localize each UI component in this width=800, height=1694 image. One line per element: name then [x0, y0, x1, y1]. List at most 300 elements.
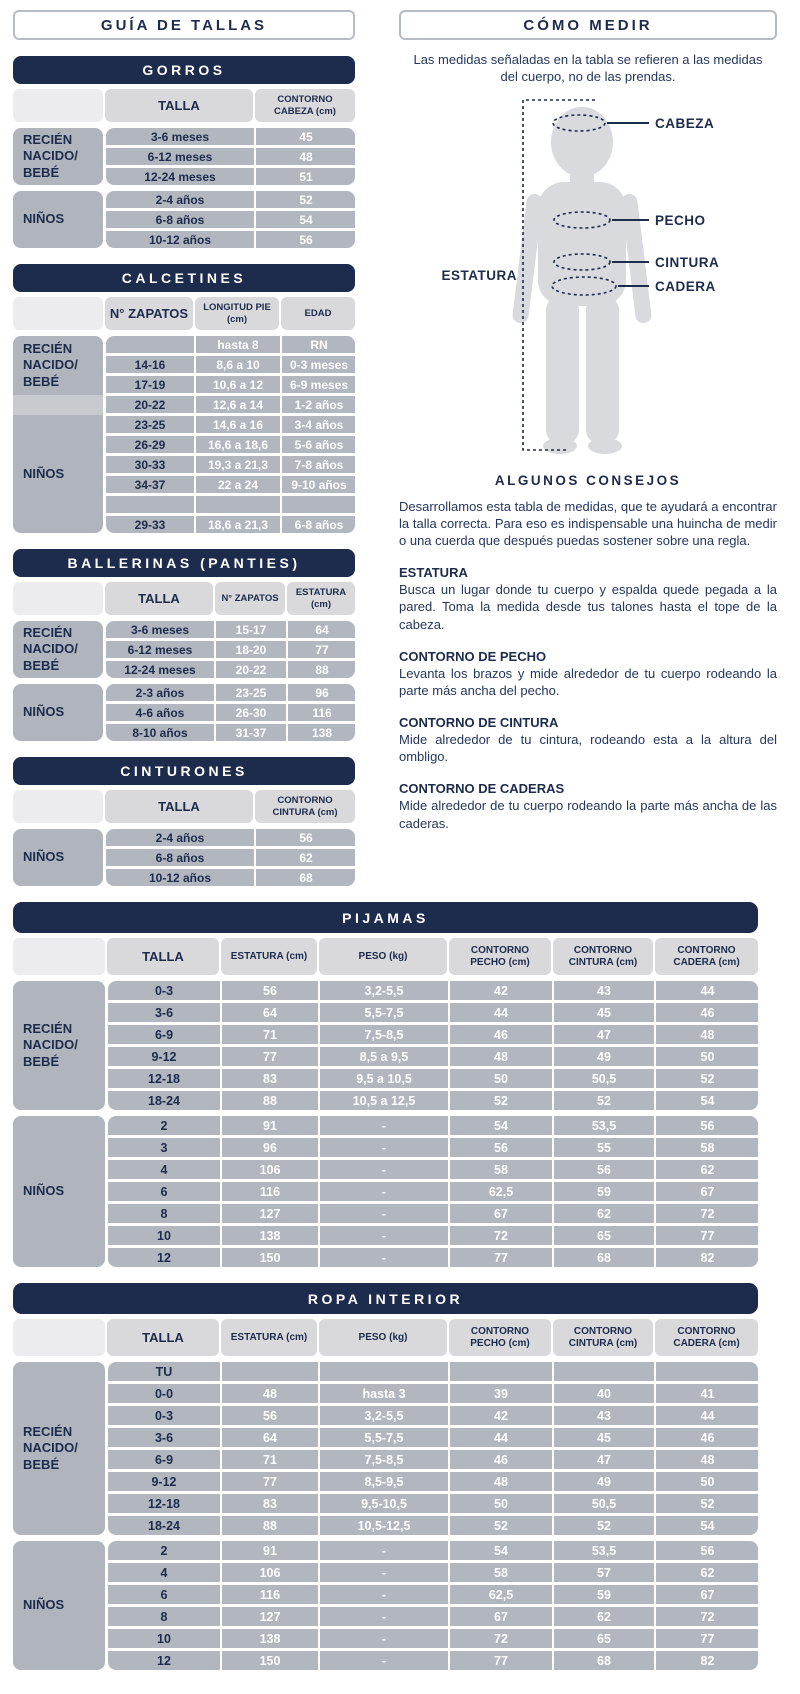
cell: 46 — [656, 1003, 758, 1022]
cell: 41 — [656, 1384, 758, 1403]
group-label: NIÑOS — [13, 1116, 105, 1267]
cell: 23-25 — [106, 416, 194, 433]
cell: 77 — [288, 641, 355, 658]
cell: 8-10 años — [106, 724, 214, 741]
cell: 96 — [222, 1138, 318, 1157]
cell: 3-6 — [108, 1428, 220, 1447]
table-row — [106, 496, 355, 513]
cell: 19,3 a 21,3 — [196, 456, 280, 473]
cell: 51 — [256, 168, 355, 185]
cell: 6-9 meses — [282, 376, 355, 393]
table-row — [106, 191, 355, 208]
cell: 12-24 meses — [106, 661, 214, 678]
group-label: RECIÉN NACIDO/ BEBÉ — [13, 981, 105, 1110]
cell: - — [320, 1629, 448, 1648]
cell: 106 — [222, 1160, 318, 1179]
group-label: NIÑOS — [13, 829, 103, 886]
cell: 23-25 — [216, 684, 286, 701]
cell: 6-8 años — [106, 211, 254, 228]
table-row — [108, 1629, 758, 1648]
table-title-bar: GORROS — [13, 56, 355, 84]
table-header-row — [13, 790, 355, 823]
cell: 44 — [450, 1428, 552, 1447]
cell: 2-4 años — [106, 191, 254, 208]
cell: 58 — [450, 1563, 552, 1582]
cell: 49 — [554, 1047, 654, 1066]
tips-intro-text: Desarrollamos esta tabla de medidas, que te ayudará a encontrar la talla correcta. Para eso es indispensable una huincha de medir o una cuerda que después puedas sostener sobre una regla. — [399, 498, 777, 549]
cell: 91 — [222, 1116, 318, 1135]
cell: 50 — [450, 1069, 552, 1088]
cell: 7,5-8,5 — [320, 1450, 448, 1469]
cell: 15-17 — [216, 621, 286, 638]
group-label: RECIÉN NACIDO/ BEBÉ — [13, 128, 103, 185]
cell: 59 — [554, 1182, 654, 1201]
table-row — [108, 1003, 758, 1022]
cell: - — [320, 1248, 448, 1267]
cell: 5,5-7,5 — [320, 1003, 448, 1022]
cell: 9-12 — [108, 1047, 220, 1066]
table-body — [13, 336, 355, 533]
table-row — [106, 829, 355, 846]
cell — [196, 496, 280, 513]
section-text-pecho: Levanta los brazos y mide alrededor de tu cuerpo rodeando la parte más ancha del pecho. — [399, 665, 777, 698]
cell: 5-6 años — [282, 436, 355, 453]
table-row — [106, 436, 355, 453]
cell: 64 — [288, 621, 355, 638]
table-row — [106, 661, 355, 678]
table-row — [108, 1182, 758, 1201]
cell: 10 — [108, 1629, 220, 1648]
table-row — [108, 1494, 758, 1513]
cell: 52 — [656, 1494, 758, 1513]
group-label-column — [13, 336, 103, 533]
cintura-label: CINTURA — [655, 254, 720, 270]
table-row — [106, 621, 355, 638]
cell: 7,5-8,5 — [320, 1025, 448, 1044]
cell: 49 — [554, 1472, 654, 1491]
table-row — [108, 1047, 758, 1066]
cell: 88 — [222, 1091, 318, 1110]
table-row — [108, 1091, 758, 1110]
cell — [106, 336, 194, 353]
cell: 52 — [554, 1091, 654, 1110]
column-header-empty — [13, 938, 105, 975]
cell: 116 — [288, 704, 355, 721]
column-header: CONTORNO CADERA (cm) — [655, 938, 758, 975]
cell: 30-33 — [106, 456, 194, 473]
table-row — [106, 336, 355, 353]
measure-intro-text: Las medidas señaladas en la tabla se refieren a las medidas del cuerpo, no de las prendas. — [413, 52, 763, 84]
cell: 18-20 — [216, 641, 286, 658]
cell: 2 — [108, 1541, 220, 1560]
cell: 29-33 — [106, 516, 194, 533]
column-header: EDAD — [281, 297, 355, 330]
cadera-label: CADERA — [655, 278, 716, 294]
cell: 16,6 a 18,6 — [196, 436, 280, 453]
column-header: TALLA — [105, 582, 213, 615]
cell: 18-24 — [108, 1516, 220, 1535]
cell: - — [320, 1138, 448, 1157]
table-row — [106, 641, 355, 658]
cell: 150 — [222, 1248, 318, 1267]
cell: 53,5 — [554, 1541, 654, 1560]
group-label: RECIÉN NACIDO/ BEBÉ — [23, 341, 78, 389]
cell: 43 — [554, 1406, 654, 1425]
section-heading-cintura: CONTORNO DE CINTURA — [399, 715, 559, 731]
cell: 3-6 meses — [106, 128, 254, 145]
table-group — [13, 684, 355, 741]
cell: 0-0 — [108, 1384, 220, 1403]
cell: 0-3 — [108, 1406, 220, 1425]
cell: 50 — [656, 1472, 758, 1491]
table-row — [108, 1204, 758, 1223]
column-header: CONTORNO CINTURA (cm) — [553, 1319, 653, 1356]
cell: 10,5 a 12,5 — [320, 1091, 448, 1110]
cell: 34-37 — [106, 476, 194, 493]
cell: 56 — [554, 1160, 654, 1179]
cell: 9,5 a 10,5 — [320, 1069, 448, 1088]
cell: 6 — [108, 1585, 220, 1604]
cell: 8 — [108, 1607, 220, 1626]
cell: 42 — [450, 981, 552, 1000]
cell: 46 — [450, 1450, 552, 1469]
cell: 45 — [554, 1003, 654, 1022]
table-pijamas — [13, 902, 758, 1267]
cell: 12-18 — [108, 1069, 220, 1088]
body-diagram-svg — [399, 90, 777, 462]
cell: 116 — [222, 1182, 318, 1201]
cell: 54 — [450, 1541, 552, 1560]
cell: 127 — [222, 1607, 318, 1626]
table-ballerinas — [13, 549, 355, 741]
table-row — [106, 516, 355, 533]
table-row — [108, 1116, 758, 1135]
table-row — [108, 1138, 758, 1157]
table-group — [13, 128, 355, 185]
cell: 96 — [288, 684, 355, 701]
table-row — [108, 1406, 758, 1425]
cell: 50,5 — [554, 1069, 654, 1088]
cell: 9,5-10,5 — [320, 1494, 448, 1513]
cell: 10-12 años — [106, 869, 254, 886]
cell: 40 — [554, 1384, 654, 1403]
table-rows — [106, 128, 355, 185]
table-calcetines — [13, 264, 355, 533]
body-measurement-diagram — [399, 90, 777, 467]
cell: 88 — [222, 1516, 318, 1535]
column-header: CONTORNO PECHO (cm) — [449, 938, 551, 975]
table-group — [13, 1116, 758, 1267]
table-rows — [106, 336, 355, 533]
table-rows — [106, 191, 355, 248]
cell: 50,5 — [554, 1494, 654, 1513]
cell: 44 — [656, 981, 758, 1000]
cell: 45 — [554, 1428, 654, 1447]
cell: 59 — [554, 1585, 654, 1604]
column-header: N° ZAPATOS — [215, 582, 285, 615]
cell: 106 — [222, 1563, 318, 1582]
section-text-cintura: Mide alrededor de tu cintura, rodeando esta a la altura del ombligo. — [399, 732, 777, 765]
cell: 48 — [450, 1472, 552, 1491]
cell: 77 — [222, 1472, 318, 1491]
column-header: CONTORNO CINTURA (cm) — [553, 938, 653, 975]
cell: - — [320, 1182, 448, 1201]
cell: 83 — [222, 1494, 318, 1513]
cell — [320, 1362, 448, 1381]
cell: - — [320, 1204, 448, 1223]
table-row — [106, 376, 355, 393]
top-section — [13, 10, 780, 886]
table-row — [108, 1541, 758, 1560]
cell: 56 — [256, 231, 355, 248]
cell: 18-24 — [108, 1091, 220, 1110]
cell: 4 — [108, 1160, 220, 1179]
cell: - — [320, 1226, 448, 1245]
table-cinturones — [13, 757, 355, 886]
cell: 138 — [222, 1226, 318, 1245]
cell: 82 — [656, 1651, 758, 1670]
cell: 52 — [656, 1069, 758, 1088]
cell: 8,5 a 9,5 — [320, 1047, 448, 1066]
cell: 83 — [222, 1069, 318, 1088]
cell: 56 — [656, 1541, 758, 1560]
table-row — [106, 231, 355, 248]
cell: 5,5-7,5 — [320, 1428, 448, 1447]
cell: 14,6 a 16 — [196, 416, 280, 433]
cell: 52 — [450, 1516, 552, 1535]
cell: 8 — [108, 1204, 220, 1223]
group-label: NIÑOS — [23, 465, 65, 481]
cell: 52 — [256, 191, 355, 208]
cell: TU — [108, 1362, 220, 1381]
cell: 56 — [222, 1406, 318, 1425]
cell: 10 — [108, 1226, 220, 1245]
cell: 77 — [656, 1226, 758, 1245]
table-row — [108, 1362, 758, 1381]
cell — [106, 496, 194, 513]
table-rows — [106, 829, 355, 886]
cell: 64 — [222, 1428, 318, 1447]
cell: 22 a 24 — [196, 476, 280, 493]
table-row — [106, 724, 355, 741]
group-label: NIÑOS — [13, 191, 103, 248]
table-title-bar: ROPA INTERIOR — [13, 1283, 758, 1314]
cell: 72 — [656, 1607, 758, 1626]
table-row — [106, 148, 355, 165]
cell: 3-6 meses — [106, 621, 214, 638]
cell: 72 — [450, 1226, 552, 1245]
table-row — [108, 1069, 758, 1088]
cell: 18,6 a 21,3 — [196, 516, 280, 533]
how-to-measure-column — [399, 10, 777, 886]
table-row — [108, 981, 758, 1000]
table-gorros — [13, 56, 355, 248]
cell — [656, 1362, 758, 1381]
table-title-bar: CINTURONES — [13, 757, 355, 785]
table-header-row — [13, 1319, 758, 1356]
column-header: ESTATURA (cm) — [287, 582, 355, 615]
cell: 3,2-5,5 — [320, 981, 448, 1000]
group-label: RECIÉN NACIDO/ BEBÉ — [13, 621, 103, 678]
table-row — [106, 849, 355, 866]
estatura-label: ESTATURA — [441, 267, 517, 283]
cell: 62 — [554, 1607, 654, 1626]
table-row — [106, 684, 355, 701]
cell: 65 — [554, 1629, 654, 1648]
pecho-label: PECHO — [655, 212, 706, 228]
table-row — [108, 1585, 758, 1604]
cell: 6-8 años — [106, 849, 254, 866]
cell: 48 — [450, 1047, 552, 1066]
cell: 46 — [656, 1428, 758, 1447]
cell: 50 — [656, 1047, 758, 1066]
table-row — [108, 1025, 758, 1044]
cell: 50 — [450, 1494, 552, 1513]
cell: 68 — [554, 1651, 654, 1670]
table-ropa-interior — [13, 1283, 758, 1670]
table-row — [106, 211, 355, 228]
page-title-label: GUÍA DE TALLAS — [100, 16, 268, 34]
column-header-empty — [13, 790, 103, 823]
table-title-bar: CALCETINES — [13, 264, 355, 292]
cell: 71 — [222, 1025, 318, 1044]
cell: 127 — [222, 1204, 318, 1223]
table-group — [13, 621, 355, 678]
table-row — [108, 1160, 758, 1179]
column-header-empty — [13, 297, 103, 330]
cell: 8,6 a 10 — [196, 356, 280, 373]
cell — [282, 496, 355, 513]
cell: 68 — [554, 1248, 654, 1267]
table-row — [108, 1607, 758, 1626]
cell — [554, 1362, 654, 1381]
cell: 26-30 — [216, 704, 286, 721]
cell: 56 — [656, 1116, 758, 1135]
column-header: TALLA — [107, 1319, 219, 1356]
cell: 3-4 años — [282, 416, 355, 433]
cell: 54 — [256, 211, 355, 228]
cell: 77 — [222, 1047, 318, 1066]
cell: 20-22 — [106, 396, 194, 413]
cell: 82 — [656, 1248, 758, 1267]
cell: 57 — [554, 1563, 654, 1582]
cell: 3-6 — [108, 1003, 220, 1022]
cell: - — [320, 1585, 448, 1604]
table-row — [106, 128, 355, 145]
table-rows — [108, 1541, 758, 1670]
cell: 0-3 — [108, 981, 220, 1000]
cell: 12 — [108, 1651, 220, 1670]
cell: 6-9 — [108, 1450, 220, 1469]
column-header: CONTORNO CADERA (cm) — [655, 1319, 758, 1356]
cell: 12 — [108, 1248, 220, 1267]
table-group — [13, 1541, 758, 1670]
cell: 6-9 — [108, 1025, 220, 1044]
cell: 88 — [288, 661, 355, 678]
cell: 9-12 — [108, 1472, 220, 1491]
table-header-row — [13, 582, 355, 615]
table-row — [106, 456, 355, 473]
cell: 67 — [450, 1204, 552, 1223]
cell: 47 — [554, 1450, 654, 1469]
cell: 4-6 años — [106, 704, 214, 721]
cell: 20-22 — [216, 661, 286, 678]
cell: 10,5-12,5 — [320, 1516, 448, 1535]
cell: 55 — [554, 1138, 654, 1157]
cell: 138 — [288, 724, 355, 741]
group-label: NIÑOS — [13, 684, 103, 741]
group-label — [13, 395, 103, 415]
column-header: CONTORNO PECHO (cm) — [449, 1319, 551, 1356]
cell: 7-8 años — [282, 456, 355, 473]
cell: 12,6 a 14 — [196, 396, 280, 413]
cell: 62 — [256, 849, 355, 866]
cell — [222, 1362, 318, 1381]
cell: 91 — [222, 1541, 318, 1560]
cell: 26-29 — [106, 436, 194, 453]
cell: 52 — [554, 1516, 654, 1535]
cell: 150 — [222, 1651, 318, 1670]
table-row — [106, 416, 355, 433]
table-group — [13, 981, 758, 1110]
cell: - — [320, 1607, 448, 1626]
cell: 0-3 meses — [282, 356, 355, 373]
page-title — [13, 10, 355, 40]
cell: 2-3 años — [106, 684, 214, 701]
how-to-measure-title-label: CÓMO MEDIR — [523, 16, 653, 34]
cell: 44 — [656, 1406, 758, 1425]
cell: 72 — [656, 1204, 758, 1223]
cabeza-label: CABEZA — [655, 115, 715, 131]
column-header: N° ZAPATOS — [105, 297, 193, 330]
cell: 14-16 — [106, 356, 194, 373]
section-text-estatura: Busca un lugar donde tu cuerpo y espalda quede pegada a la pared. Toma la medida desde tus talones hasta el tope de la cabeza. — [399, 582, 777, 632]
cell: 53,5 — [554, 1116, 654, 1135]
column-header: CONTORNO CINTURA (cm) — [255, 790, 355, 823]
cell: 62 — [554, 1204, 654, 1223]
cell: 62,5 — [450, 1585, 552, 1604]
cell: 62 — [656, 1160, 758, 1179]
cell: 68 — [256, 869, 355, 886]
cell: - — [320, 1160, 448, 1179]
cell: 46 — [450, 1025, 552, 1044]
column-header: TALLA — [107, 938, 219, 975]
cell: 52 — [450, 1091, 552, 1110]
table-title-bar: PIJAMAS — [13, 902, 758, 933]
cell: 8,5-9,5 — [320, 1472, 448, 1491]
cell: 1-2 años — [282, 396, 355, 413]
table-group — [13, 829, 355, 886]
cell: 65 — [554, 1226, 654, 1245]
table-rows — [106, 621, 355, 678]
cell: 48 — [222, 1384, 318, 1403]
cell: 62 — [656, 1563, 758, 1582]
cell: 6-12 meses — [106, 148, 254, 165]
cell: 3,2-5,5 — [320, 1406, 448, 1425]
cell: 62,5 — [450, 1182, 552, 1201]
cell: 4 — [108, 1563, 220, 1582]
table-row — [108, 1450, 758, 1469]
table-header-row — [13, 938, 758, 975]
table-row — [106, 704, 355, 721]
table-rows — [108, 981, 758, 1110]
cell: 56 — [222, 981, 318, 1000]
table-row — [108, 1563, 758, 1582]
cell: 3 — [108, 1138, 220, 1157]
table-row — [108, 1472, 758, 1491]
column-header: PESO (kg) — [319, 1319, 447, 1356]
cell: 12-18 — [108, 1494, 220, 1513]
